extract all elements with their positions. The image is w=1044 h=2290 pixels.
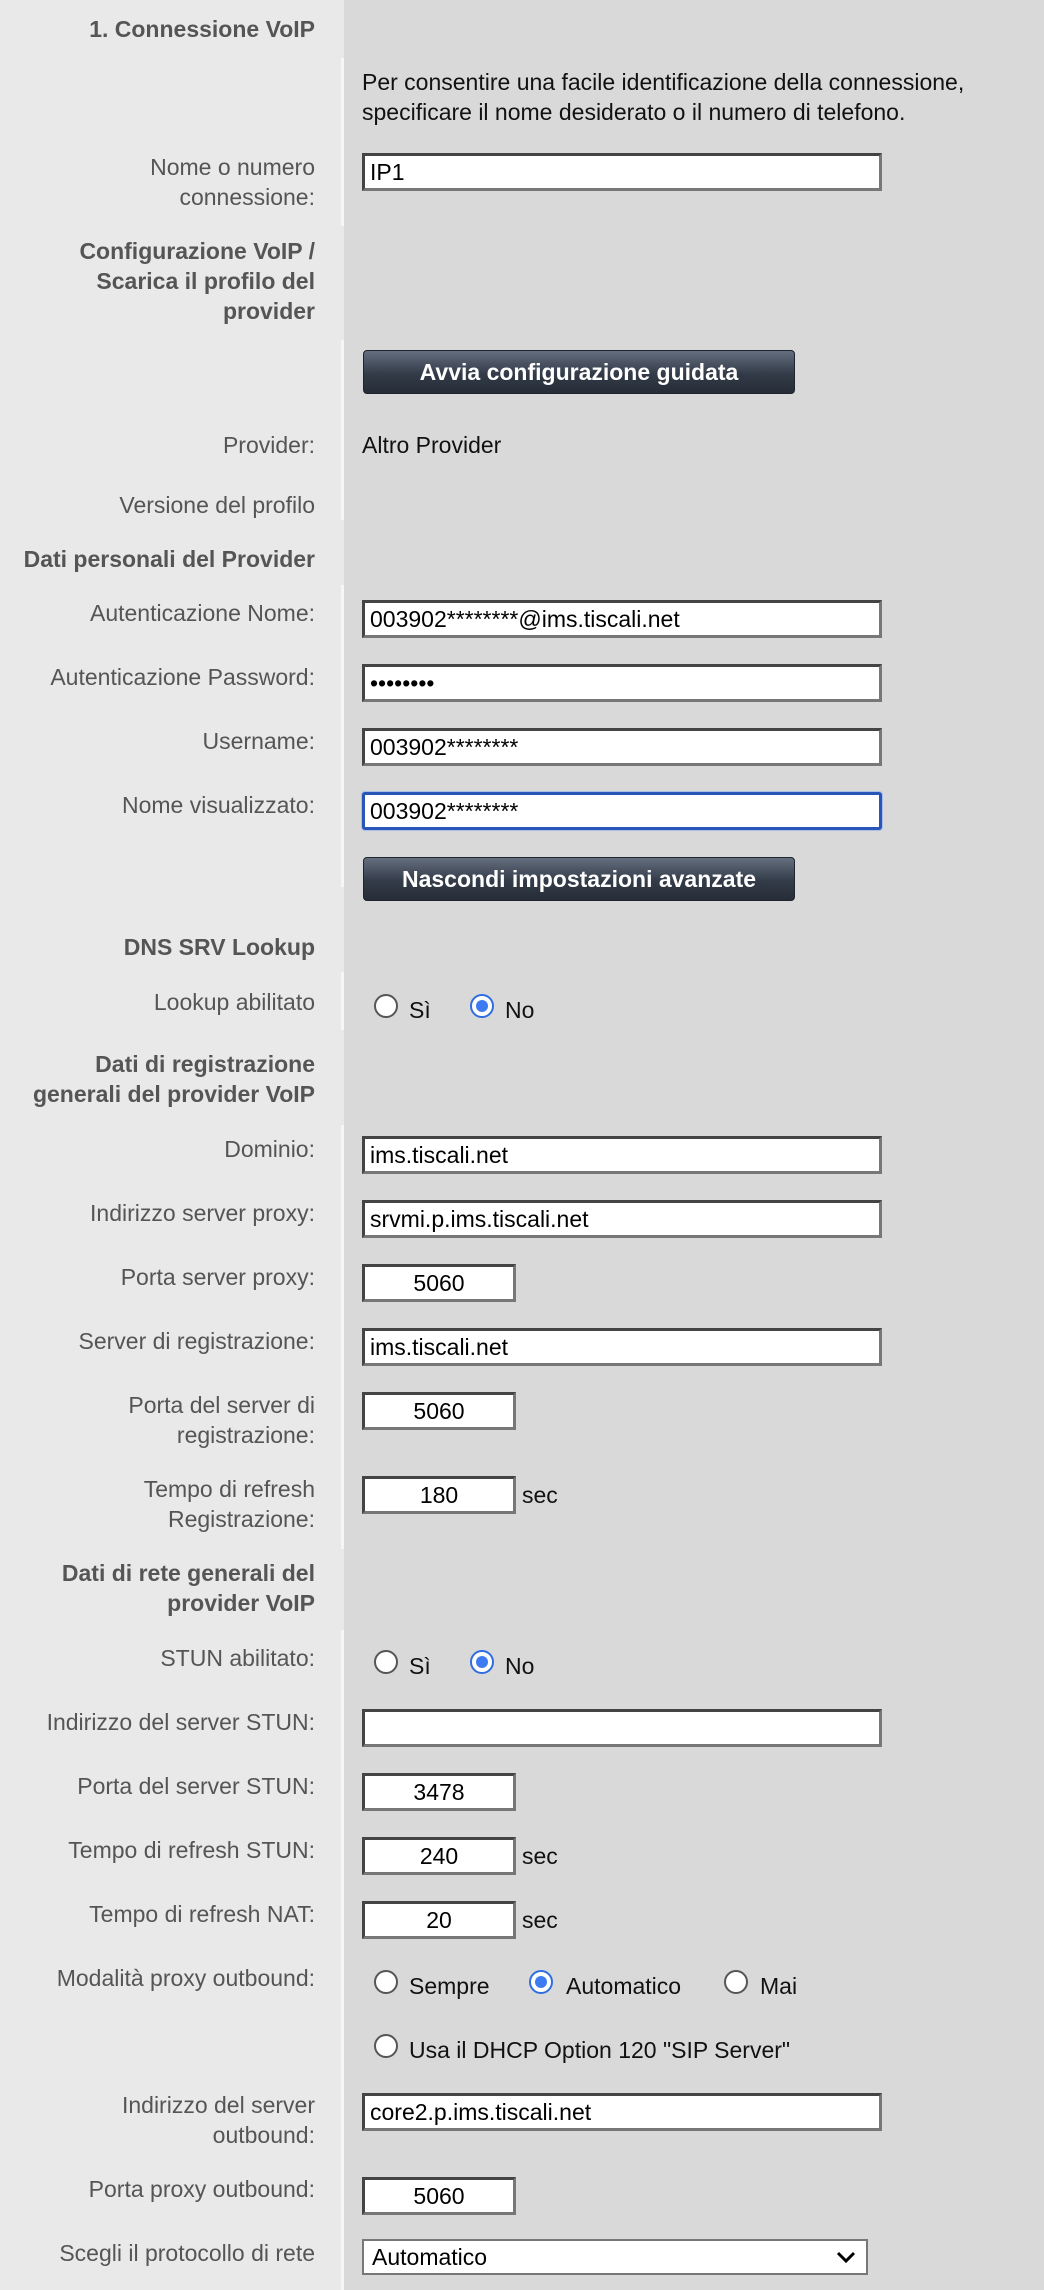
outbound-always-label: Sempre: [409, 1973, 490, 1999]
stun-refresh-unit: sec: [522, 1843, 558, 1869]
outbound-server-input[interactable]: [362, 2093, 882, 2131]
outbound-dhcp-radio[interactable]: [374, 2034, 398, 2058]
username-label: Username:: [202, 728, 315, 754]
provider-label: Provider:: [222, 432, 315, 458]
divider: [341, 972, 344, 1030]
outbound-server-label: Indirizzo del server outbound:: [121, 2092, 315, 2148]
proxy-port-input[interactable]: [362, 1264, 516, 1302]
outbound-dhcp-label: Usa il DHCP Option 120 "SIP Server": [409, 2037, 791, 2063]
lookup-no-label: No: [505, 997, 535, 1023]
lookup-yes-label: Sì: [409, 997, 431, 1023]
connection-name-input[interactable]: [362, 153, 882, 191]
username-input[interactable]: [362, 728, 882, 766]
nat-refresh-input[interactable]: [362, 1901, 516, 1939]
outbound-never-radio[interactable]: [724, 1970, 748, 1994]
outbound-never-label: Mai: [760, 1973, 798, 1999]
protocol-selected-value: Automatico: [372, 2244, 488, 2270]
lookup-label: Lookup abilitato: [153, 989, 315, 1015]
config-profile-header: Configurazione VoIP / Scarica il profilo del provider: [79, 238, 315, 324]
domain-label: Dominio:: [224, 1136, 315, 1162]
outbound-mode-label: Modalità proxy outbound:: [56, 1965, 315, 1991]
provider-value: Altro Provider: [362, 432, 502, 458]
outbound-always-radio[interactable]: [374, 1970, 398, 1994]
hide-advanced-button[interactable]: Nascondi impostazioni avanzate: [363, 857, 795, 901]
registrar-label: Server di registrazione:: [78, 1328, 315, 1354]
stun-no-label: No: [505, 1653, 535, 1679]
registrar-port-label: Porta del server di registrazione:: [128, 1392, 315, 1448]
outbound-auto-radio[interactable]: [529, 1970, 553, 1994]
stun-refresh-label: Tempo di refresh STUN:: [68, 1837, 315, 1863]
protocol-label: Scegli il protocollo di rete: [59, 2240, 315, 2266]
divider: [341, 340, 344, 520]
refresh-label: Tempo di refresh Registrazione:: [143, 1476, 315, 1532]
display-name-label: Nome visualizzato:: [121, 792, 315, 818]
registrar-port-input[interactable]: [362, 1392, 516, 1430]
auth-password-label: Autenticazione Password:: [50, 664, 315, 690]
lookup-no-radio[interactable]: [470, 994, 494, 1018]
proxy-address-input[interactable]: [362, 1200, 882, 1238]
refresh-input[interactable]: [362, 1476, 516, 1514]
chevron-down-icon: [834, 2245, 858, 2269]
connection-name-label: Nome o numero connessione:: [150, 154, 315, 210]
dns-srv-header: DNS SRV Lookup: [123, 934, 315, 960]
stun-address-input[interactable]: [362, 1709, 882, 1747]
stun-address-label: Indirizzo del server STUN:: [46, 1709, 315, 1735]
auth-name-input[interactable]: [362, 600, 882, 638]
outbound-port-input[interactable]: [362, 2177, 516, 2215]
stun-no-radio[interactable]: [470, 1650, 494, 1674]
info-text: specificare il nome desiderato o il numero di telefono.: [362, 99, 906, 125]
auth-name-label: Autenticazione Nome:: [89, 600, 315, 626]
divider: [341, 1630, 344, 2290]
proxy-port-label: Porta server proxy:: [120, 1264, 315, 1290]
auth-password-input[interactable]: [362, 664, 882, 702]
divider: [341, 585, 344, 887]
refresh-unit: sec: [522, 1482, 558, 1508]
info-text: Per consentire una facile identificazione della connessione,: [362, 69, 965, 95]
display-name-input[interactable]: [362, 792, 882, 830]
stun-label: STUN abilitato:: [160, 1645, 315, 1671]
stun-port-label: Porta del server STUN:: [77, 1773, 315, 1799]
lookup-yes-radio[interactable]: [374, 994, 398, 1018]
nat-refresh-label: Tempo di refresh NAT:: [89, 1901, 315, 1927]
section-title: 1. Connessione VoIP: [89, 16, 315, 42]
outbound-port-label: Porta proxy outbound:: [88, 2176, 315, 2202]
protocol-select[interactable]: [362, 2239, 868, 2275]
stun-refresh-input[interactable]: [362, 1837, 516, 1875]
stun-port-input[interactable]: [362, 1773, 516, 1811]
stun-yes-label: Sì: [409, 1653, 431, 1679]
nat-refresh-unit: sec: [522, 1907, 558, 1933]
registrar-input[interactable]: [362, 1328, 882, 1366]
divider: [341, 1125, 344, 1549]
wizard-button[interactable]: Avvia configurazione guidata: [363, 350, 795, 394]
domain-input[interactable]: [362, 1136, 882, 1174]
proxy-address-label: Indirizzo server proxy:: [90, 1200, 315, 1226]
profile-version-label: Versione del profilo: [119, 492, 315, 518]
registration-header: Dati di registrazione generali del provider VoIP: [32, 1051, 315, 1107]
outbound-auto-label: Automatico: [566, 1973, 682, 1999]
divider: [341, 58, 344, 226]
network-header: Dati di rete generali del provider VoIP: [61, 1560, 315, 1616]
personal-data-header: Dati personali del Provider: [23, 546, 315, 572]
stun-yes-radio[interactable]: [374, 1650, 398, 1674]
